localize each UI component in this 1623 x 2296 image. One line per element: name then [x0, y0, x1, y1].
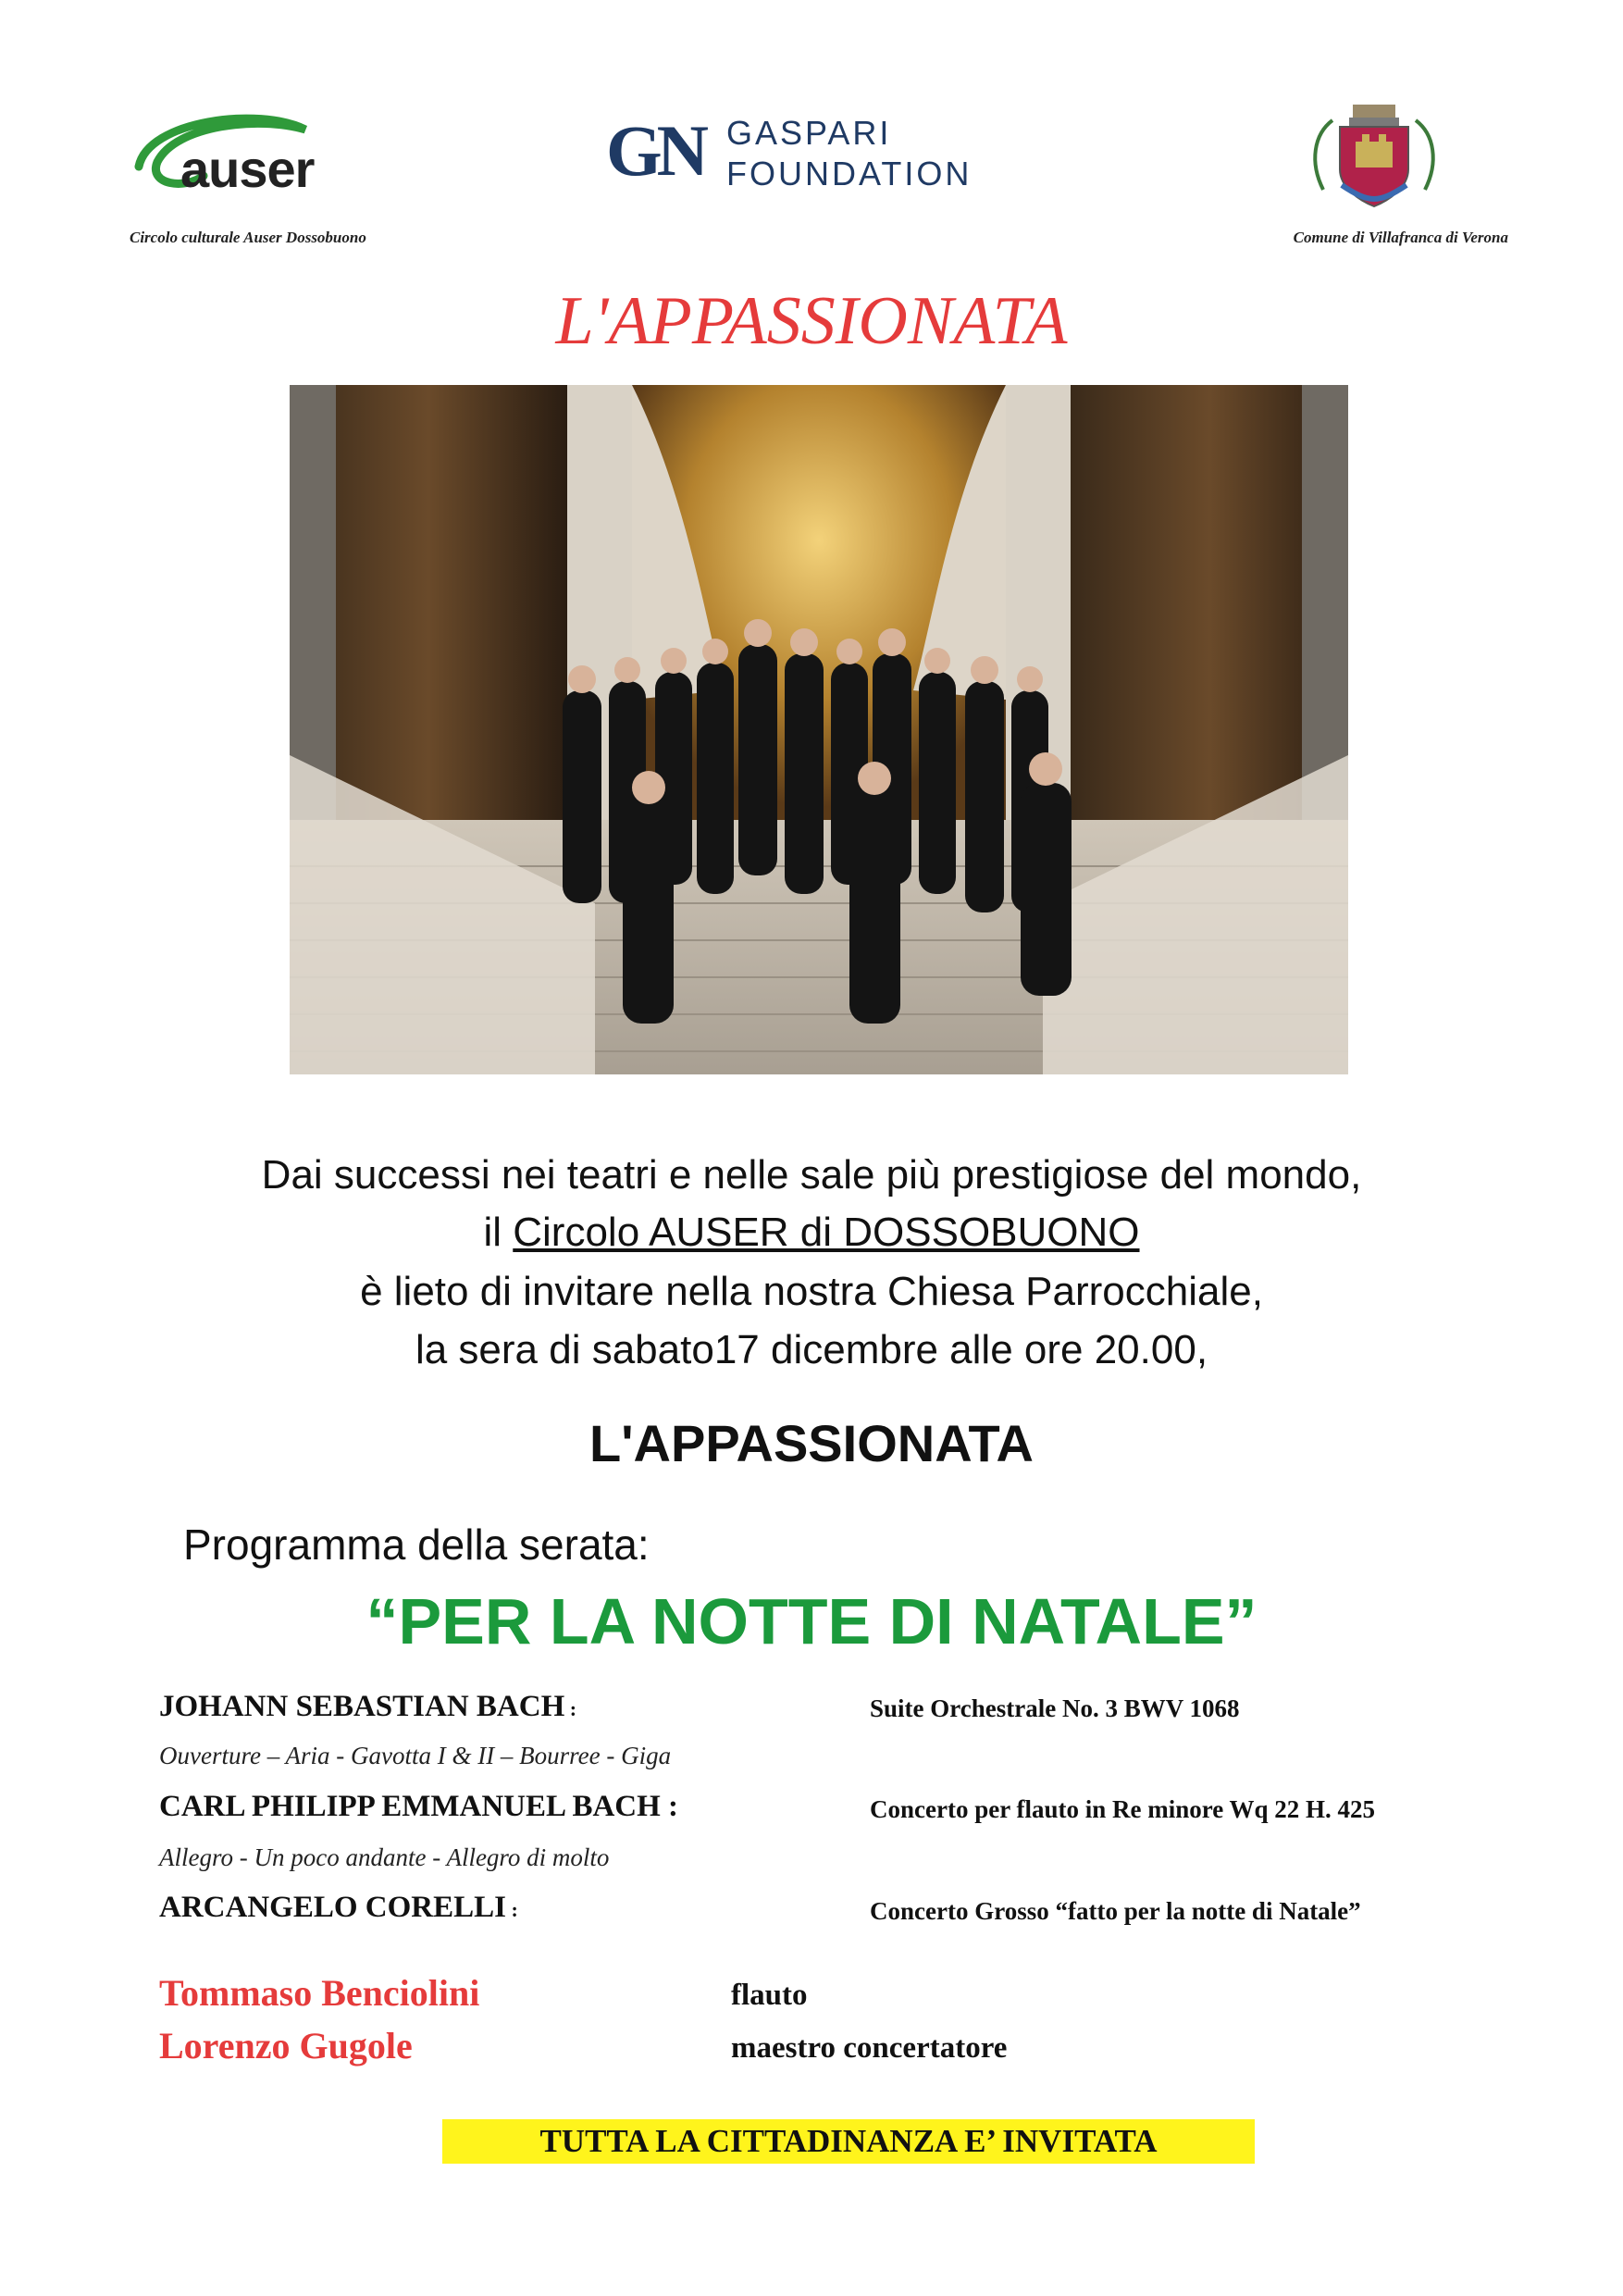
- performer-role-2: maestro concertatore: [731, 2031, 1008, 2065]
- program-composer-3: [159, 1891, 518, 1925]
- gaspari-name-line2: FOUNDATION: [726, 155, 973, 192]
- program-composer-2: [159, 1790, 678, 1824]
- intro-line-3: è lieto di invitare nella nostra Chiesa Parrocchiale,: [360, 1269, 1263, 1314]
- gaspari-name-line1: GASPARI: [726, 114, 892, 152]
- program-composer-1: [159, 1690, 576, 1724]
- ensemble-name: L'APPASSIONATA: [589, 1414, 1034, 1472]
- program-work-1: Suite Orchestrale No. 3 BWV 1068: [870, 1694, 1240, 1722]
- performer-role-1: flauto: [731, 1979, 808, 2012]
- program-work-3: Concerto Grosso “fatto per la notte di Natale”: [870, 1897, 1361, 1925]
- performer-name-1: Tommaso Benciolini: [159, 1972, 480, 2014]
- comune-caption: Comune di Villafranca di Verona: [1293, 229, 1508, 246]
- program-movements-2: Allegro - Un poco andante - Allegro di molto: [159, 1843, 610, 1871]
- composer-colon: :: [505, 1898, 518, 1921]
- program-movements-1: Ouverture – Aria - Gavotta I & II – Bourree - Giga: [159, 1742, 672, 1769]
- composer-colon: :: [564, 1697, 577, 1720]
- programma-label: Programma della serata:: [183, 1520, 650, 1569]
- composer-name: CARL PHILIPP EMMANUEL BACH :: [159, 1790, 679, 1823]
- page-title: L'APPASSIONATA: [555, 283, 1068, 359]
- circolo-caption: Circolo culturale Auser Dossobuono: [130, 229, 366, 246]
- villafranca-crest-icon: [1305, 97, 1443, 213]
- concert-subtitle: “PER LA NOTTE DI NATALE”: [365, 1585, 1258, 1657]
- auser-logo-text: auser: [180, 140, 315, 198]
- intro-line-2: [0, 1210, 1623, 1256]
- intro-line-2-prefix: il: [483, 1210, 514, 1255]
- composer-name: ARCANGELO CORELLI: [159, 1891, 506, 1924]
- composer-name: JOHANN SEBASTIAN BACH: [159, 1690, 565, 1723]
- intro-line-4: la sera di sabato17 dicembre alle ore 20.00,: [415, 1327, 1208, 1372]
- performer-name-2: Lorenzo Gugole: [159, 2025, 413, 2066]
- intro-line-1: Dai successi nei teatri e nelle sale più prestigiose del mondo,: [261, 1152, 1362, 1198]
- invitation-banner: TUTTA LA CITTADINANZA E’ INVITATA: [442, 2119, 1255, 2164]
- circolo-auser-link: Circolo AUSER di DOSSOBUONO: [513, 1210, 1140, 1255]
- program-work-2: Concerto per flauto in Re minore Wq 22 H. 425: [870, 1795, 1375, 1823]
- orchestra-photo: [290, 385, 1348, 1074]
- gaspari-logo-mark: GN: [606, 110, 703, 191]
- gaspari-foundation-name: [726, 113, 972, 194]
